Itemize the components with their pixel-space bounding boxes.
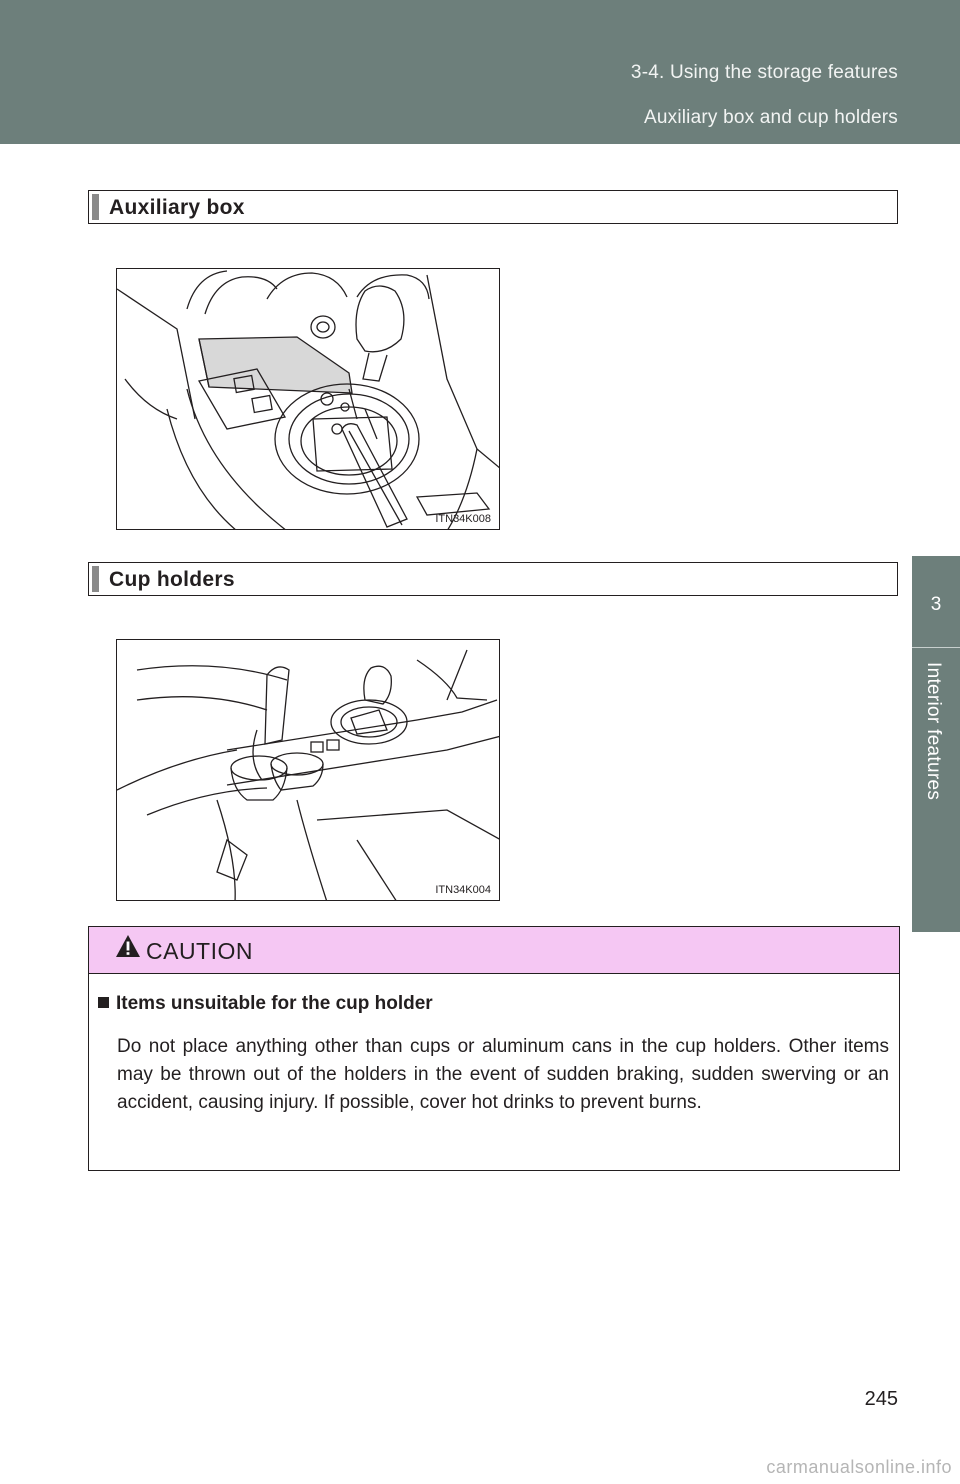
caution-title: CAUTION — [146, 938, 253, 964]
caution-subheading-text: Items unsuitable for the cup holder — [116, 993, 433, 1014]
auxiliary-box-illustration — [116, 268, 500, 530]
side-tab-divider — [912, 647, 960, 648]
header-band — [0, 0, 960, 144]
cup-holders-illustration — [116, 639, 500, 901]
section-heading-cup-holders — [88, 562, 898, 596]
warning-triangle-icon — [115, 934, 141, 958]
caution-subheading — [98, 993, 433, 1015]
caution-body-text: Do not place anything other than cups or aluminum cans in the cup holders. Other items may be thrown out of the holders in the event of sudden braking, sudden swerving or an accident, causing injury. If possible, cover hot drinks to prevent burns. — [117, 1036, 889, 1113]
console-line-drawing — [117, 640, 500, 901]
section-heading-auxiliary-box — [88, 190, 898, 224]
section-heading-text: Auxiliary box — [109, 196, 245, 219]
square-bullet-icon — [98, 997, 109, 1008]
header-topic-title: Auxiliary box and cup holders — [644, 107, 898, 128]
watermark: carmanualsonline.info — [766, 1457, 952, 1477]
header-section-title: 3-4. Using the storage features — [630, 62, 898, 83]
caution-box — [88, 926, 900, 1171]
console-line-drawing — [117, 269, 500, 530]
heading-bar — [92, 194, 99, 220]
figure-code: ITN34K008 — [435, 513, 491, 525]
figure-code: ITN34K004 — [435, 884, 491, 896]
chapter-number: 3 — [930, 594, 942, 615]
page-number: 245 — [864, 1388, 898, 1410]
section-heading-text: Cup holders — [109, 568, 235, 591]
caution-header — [89, 927, 899, 974]
chapter-side-tab — [912, 556, 960, 932]
heading-bar — [92, 566, 99, 592]
chapter-title: Interior features — [923, 662, 944, 801]
